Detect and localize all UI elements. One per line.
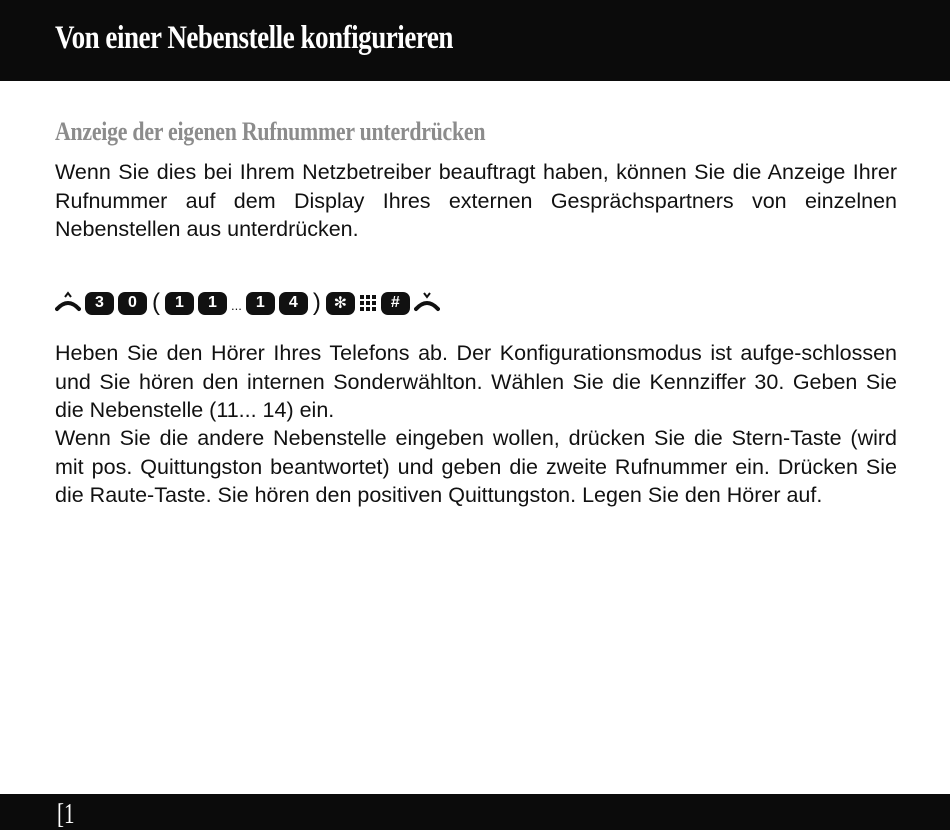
star-key: ✻: [326, 292, 355, 315]
close-paren: ): [312, 289, 321, 316]
open-paren: (: [152, 289, 160, 316]
key-0: 0: [118, 292, 147, 315]
title-bar: [0, 0, 950, 81]
intro-paragraph: Wenn Sie dies bei Ihrem Netzbetreiber beauftragt haben, können Sie die Anzeige Ihrer Rufnummer auf dem Display Ihres externen Gesprächspartners von einzelnen Nebenstellen aus unterdrücken.: [55, 160, 897, 241]
handset-hangup-icon: [414, 291, 440, 315]
key-4: 4: [279, 292, 308, 315]
page-title: Von einer Nebenstelle konfigurieren: [55, 20, 453, 56]
instruction-paragraph-1: Heben Sie den Hörer Ihres Telefons ab. Der Konfigurationsmodus ist aufge-schlossen und Sie hören den internen Sonderwählton. Wählen Sie die Kennziffer 30. Geben Sie die Nebenstelle (11... 14) ein.: [55, 341, 897, 422]
hash-key: #: [381, 292, 410, 315]
key-sequence: [55, 290, 440, 316]
key-3: 3: [85, 292, 114, 315]
tone-grid-icon: [359, 294, 377, 312]
instruction-paragraph-2: Wenn Sie die andere Nebenstelle eingeben wollen, drücken Sie die Stern-Taste (wird mit pos. Quittungston beantwortet) und geben die zweite Rufnummer ein. Drücken Sie die Raute-Taste. Sie hören den positiven Quittungston. Legen Sie den Hörer auf.: [55, 426, 897, 507]
section-heading: Anzeige der eigenen Rufnummer unterdrücken: [55, 117, 486, 146]
page-number: [1: [57, 799, 75, 830]
handset-lift-icon: [55, 291, 81, 315]
footer-bar: [0, 794, 950, 830]
key-1: 1: [246, 292, 275, 315]
key-1: 1: [165, 292, 194, 315]
range-ellipsis: ...: [231, 298, 242, 313]
key-1: 1: [198, 292, 227, 315]
